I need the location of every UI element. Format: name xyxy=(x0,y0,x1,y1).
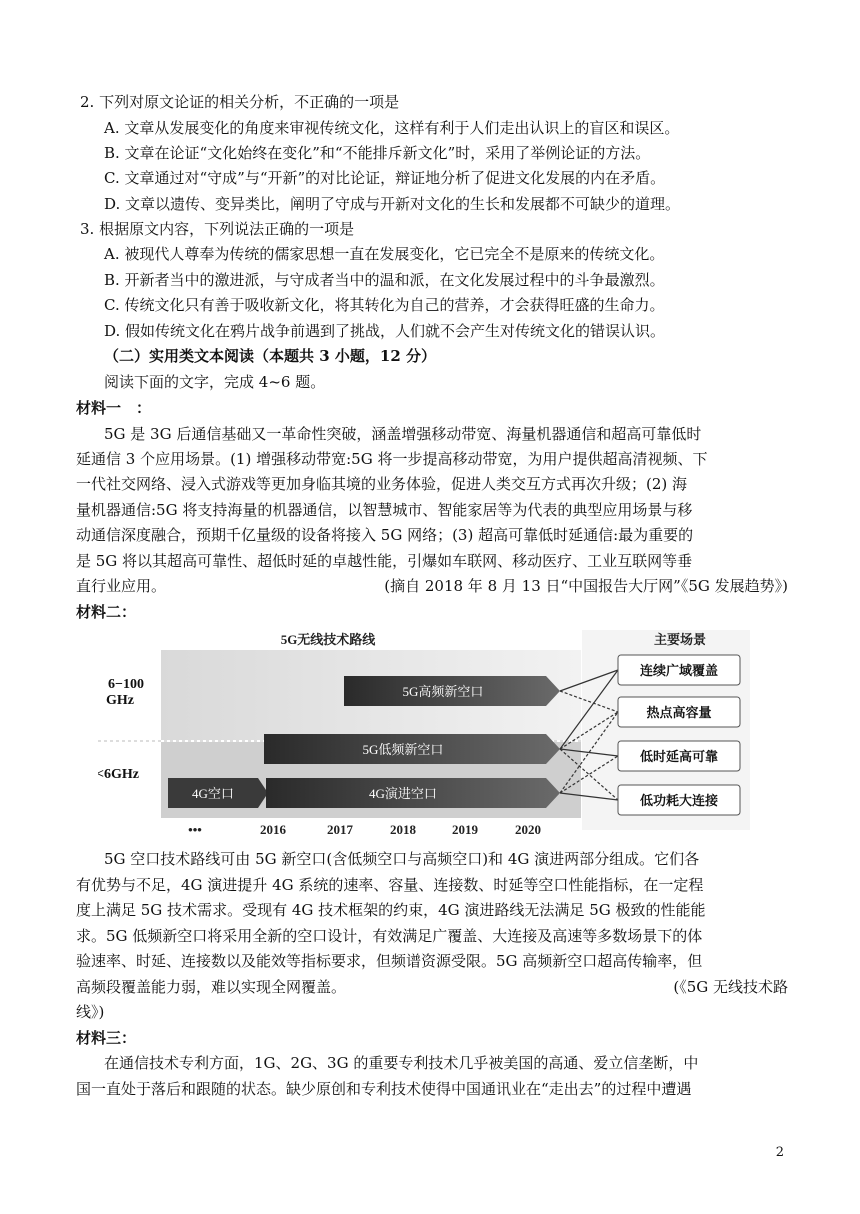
year-tick: 2016 xyxy=(260,822,286,837)
year-tick: 2018 xyxy=(390,822,416,837)
q3-option-d: D. 假如传统文化在鸦片战争前遇到了挑战，人们就不会产生对传统文化的错误认识。 xyxy=(104,322,666,340)
section-instruction: 阅读下面的文字，完成 4~6 题。 xyxy=(104,373,326,391)
material2-line: 5G 空口技术路线可由 5G 新空口(含低频空口与高频空口)和 4G 演进两部分组成。它们各 xyxy=(104,850,700,868)
q3-stem: 3. 根据原文内容，下列说法正确的一项是 xyxy=(80,220,355,238)
band-low-label: <6GHz xyxy=(98,767,139,782)
material1-line: 量机器通信:5G 将支持海量的机器通信，以智慧城市、智能家居等为代表的典型应用场景与移 xyxy=(76,501,693,519)
q2-option-a: A. 文章从发展变化的角度来审视传统文化，这样有利于人们走出认识上的盲区和误区。 xyxy=(104,119,680,137)
year-tick: 2020 xyxy=(515,822,541,837)
scene-label: 热点高容量 xyxy=(646,705,712,720)
material3-label: 材料三： xyxy=(76,1029,137,1047)
material1-line: 一代社交网络、浸入式游戏等更加身临其境的业务体验，促进人类交互方式再次升级；(2) 海 xyxy=(76,475,688,493)
material2-line: 验速率、时延、连接数以及能效等指标要求，但频谱资源受限。5G 高频新空口超高传输率，但 xyxy=(76,952,703,970)
material1-line: 延通信 3 个应用场景。(1) 增强移动带宽:5G 将一步提高移动带宽，为用户提供超高清视频、下 xyxy=(76,450,708,468)
material2-source-b: 线》) xyxy=(76,1003,105,1021)
year-tick: 2017 xyxy=(327,822,353,837)
material2-line: 有优势与不足，4G 演进提升 4G 系统的速率、容量、连接数、时延等空口性能指标，在一定程 xyxy=(76,876,704,894)
q2-option-b: B. 文章在论证“文化始终在变化”和“不能排斥新文化”时，采用了举例论证的方法。 xyxy=(104,144,651,162)
scene-label: 低功耗大连接 xyxy=(639,793,719,808)
material1-line: 5G 是 3G 后通信基础又一革命性突破，涵盖增强移动带宽、海量机器通信和超高可靠低时 xyxy=(104,425,702,443)
scene-label: 连续广域覆盖 xyxy=(639,663,719,678)
q2-option-d: D. 文章以遗传、变异类比，阐明了守成与开新对文化的生长和发展都不可缺少的道理。 xyxy=(104,195,681,213)
material2-source-a: (《5G 无线技术路 xyxy=(673,978,788,996)
scene-label: 低时延高可靠 xyxy=(639,749,719,764)
material1-label: 材料一 ： xyxy=(76,399,152,417)
material2-label: 材料二： xyxy=(76,603,137,621)
year-tick: ••• xyxy=(188,822,202,837)
material2-line: 求。5G 低频新空口将采用全新的空口设计，有效满足广覆盖、大连接及高速等多数场景下的体 xyxy=(76,927,703,945)
material1-line: 是 5G 将以其超高可靠性、超低时延的卓越性能，引爆如车联网、移动医疗、工业互联网等垂 xyxy=(76,552,693,570)
figure-title: 5G无线技术路线 xyxy=(280,632,376,647)
band-high-label-1: 6−100 xyxy=(108,677,144,692)
5g-roadmap-figure xyxy=(98,630,750,840)
q3-option-a: A. 被现代人尊奉为传统的儒家思想一直在发展变化，它已完全不是原来的传统文化。 xyxy=(104,245,665,263)
arrow-4g-evo-label: 4G演进空口 xyxy=(369,786,437,801)
band-high-label-2: GHz xyxy=(106,693,134,708)
q2-option-c: C. 文章通过对“守成”与“开新”的对比论证，辩证地分析了促进文化发展的内在矛盾。 xyxy=(104,169,666,187)
arrow-4g-label: 4G空口 xyxy=(192,786,234,801)
section-heading: （二）实用类文本阅读（本题共 3 小题，12 分） xyxy=(104,347,436,365)
material2-line: 高频段覆盖能力弱，难以实现全网覆盖。 xyxy=(76,978,347,996)
q3-option-b: B. 开新者当中的激进派，与守成者当中的温和派，在文化发展过程中的斗争最激烈。 xyxy=(104,271,665,289)
page-number: 2 xyxy=(775,1145,784,1160)
material3-line: 在通信技术专利方面，1G、2G、3G 的重要专利技术几乎被美国的高通、爱立信垄断，中 xyxy=(104,1054,699,1072)
year-tick: 2019 xyxy=(452,822,478,837)
material1-line: 直行业应用。 xyxy=(76,577,167,595)
arrow-5g-low-label: 5G低频新空口 xyxy=(362,742,444,757)
arrow-5g-high-label: 5G高频新空口 xyxy=(402,684,484,699)
material3-line: 国一直处于落后和跟随的状态。缺少原创和专利技术使得中国通讯业在“走出去”的过程中遭遇 xyxy=(76,1080,692,1098)
scenes-title: 主要场景 xyxy=(653,632,707,647)
roadmap-diagram xyxy=(98,630,750,840)
q2-stem: 2. 下列对原文论证的相关分析，不正确的一项是 xyxy=(80,93,400,111)
q3-option-c: C. 传统文化只有善于吸收新文化，将其转化为自己的营养，才会获得旺盛的生命力。 xyxy=(104,296,665,314)
material1-source: (摘自 2018 年 8 月 13 日“中国报告大厅网”《5G 发展趋势》) xyxy=(384,577,788,595)
material2-line: 度上满足 5G 技术需求。受现有 4G 技术框架的约束，4G 演进路线无法满足 5G 极致的性能能 xyxy=(76,901,706,919)
material1-line: 动通信深度融合，预期千亿量级的设备将接入 5G 网络；(3) 超高可靠低时延通信:最为重要的 xyxy=(76,526,694,544)
